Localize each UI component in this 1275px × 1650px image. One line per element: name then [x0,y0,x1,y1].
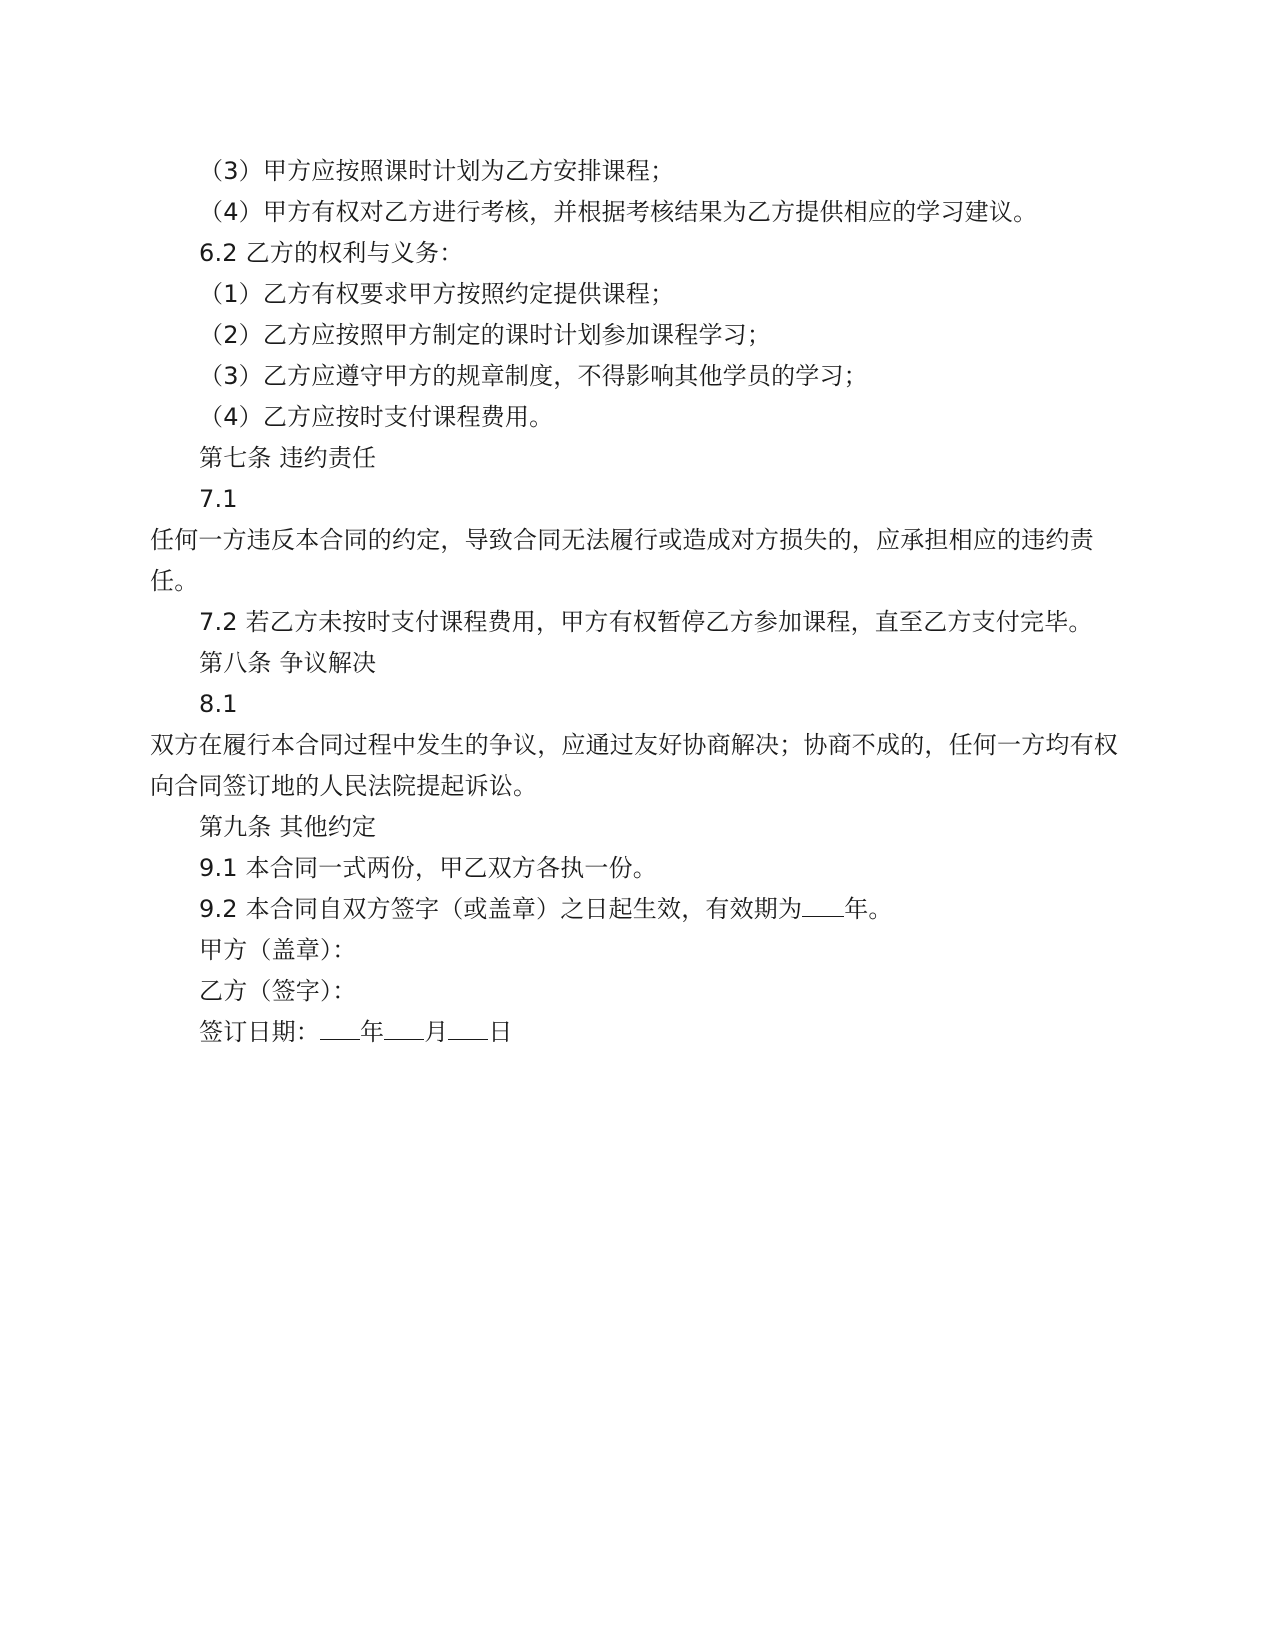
day-label: 日 [488,1018,513,1046]
clause-7-1-text: 任何一方违反本合同的约定，导致合同无法履行或造成对方损失的，应承担相应的违约责任。 [150,526,1094,595]
month-label: 月 [424,1018,449,1046]
article-8-heading: 第八条 争议解决 [199,649,377,677]
clause-6-2-item-3: （3）乙方应遵守甲方的规章制度，不得影响其他学员的学习； [199,362,868,390]
clause-7-1-number: 7.1 [199,485,238,513]
signing-year-blank[interactable] [320,1017,360,1040]
signing-month-blank[interactable] [384,1017,424,1040]
year-label: 年 [360,1018,385,1046]
clause-9-2 [150,889,1125,930]
signing-date-label: 签订日期： [199,1018,320,1046]
clause-6-2-item-2: （2）乙方应按照甲方制定的课时计划参加课程学习； [199,321,772,349]
party-a-seal: 甲方（盖章）： [199,936,357,964]
clause-9-2-suffix: 年。 [844,895,893,923]
clause-6-2-heading: 6.2 乙方的权利与义务： [199,239,464,267]
clause-8-1-number: 8.1 [199,690,238,718]
clause-6-2-item-1: （1）乙方有权要求甲方按照约定提供课程； [199,280,675,308]
signing-day-blank[interactable] [448,1017,488,1040]
clause-7-2: 7.2 若乙方未按时支付课程费用，甲方有权暂停乙方参加课程，直至乙方支付完毕。 [199,608,1093,636]
party-b-signature: 乙方（签字）： [199,977,357,1005]
clause-6-1-item-3: （3）甲方应按照课时计划为乙方安排课程； [199,157,675,185]
contract-body [150,151,1125,1053]
article-9-heading: 第九条 其他约定 [199,813,377,841]
clause-9-1: 9.1 本合同一式两份，甲乙双方各执一份。 [199,854,657,882]
signing-date [150,1012,1125,1053]
clause-9-2-text: 9.2 本合同自双方签字（或盖章）之日起生效，有效期为 [199,895,803,923]
clause-6-1-item-4: （4）甲方有权对乙方进行考核，并根据考核结果为乙方提供相应的学习建议。 [199,198,1038,226]
article-7-heading: 第七条 违约责任 [199,444,377,472]
clause-8-1-text: 双方在履行本合同过程中发生的争议，应通过友好协商解决；协商不成的，任何一方均有权向合同签订地的人民法院提起诉讼。 [150,731,1118,800]
clause-6-2-item-4: （4）乙方应按时支付课程费用。 [199,403,554,431]
validity-years-blank[interactable] [802,894,844,917]
